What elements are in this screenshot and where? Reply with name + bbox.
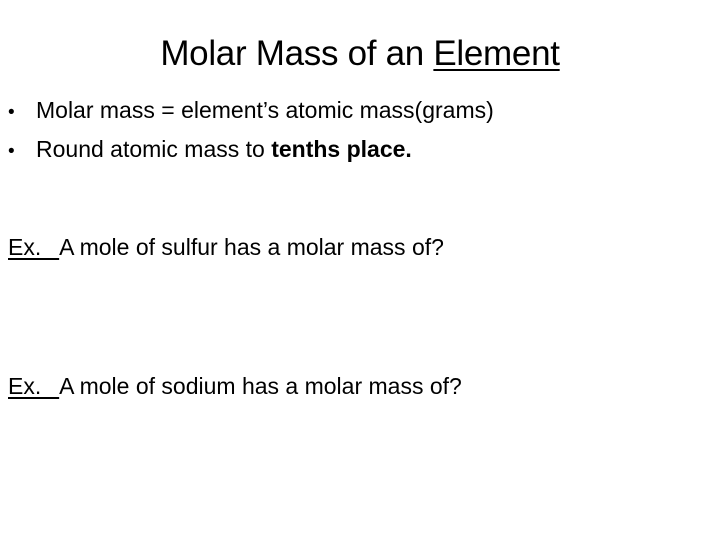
bullet-item-round (8, 131, 494, 170)
slide-title (0, 32, 720, 76)
example-sodium (8, 371, 462, 401)
bullet-dot-icon: • (8, 102, 15, 123)
bullet-text-plain: Round atomic mass to (36, 136, 272, 162)
example-label: Ex. (8, 373, 60, 399)
title-prefix: Molar Mass of an (160, 34, 434, 73)
bullet-text (36, 131, 412, 168)
title-underlined-word: Element (433, 34, 560, 73)
example-label: Ex. (8, 234, 60, 260)
example-question: A mole of sodium has a molar mass of? (59, 373, 462, 399)
example-sulfur (8, 232, 444, 262)
bullet-item-molar-mass (8, 92, 494, 131)
bullet-text-bold: tenths place. (271, 136, 412, 162)
example-question: A mole of sulfur has a molar mass of? (59, 234, 444, 260)
bullet-text: Molar mass = element’s atomic mass(grams) (36, 97, 494, 123)
bullet-list (8, 92, 494, 170)
bullet-dot-icon: • (8, 141, 15, 162)
